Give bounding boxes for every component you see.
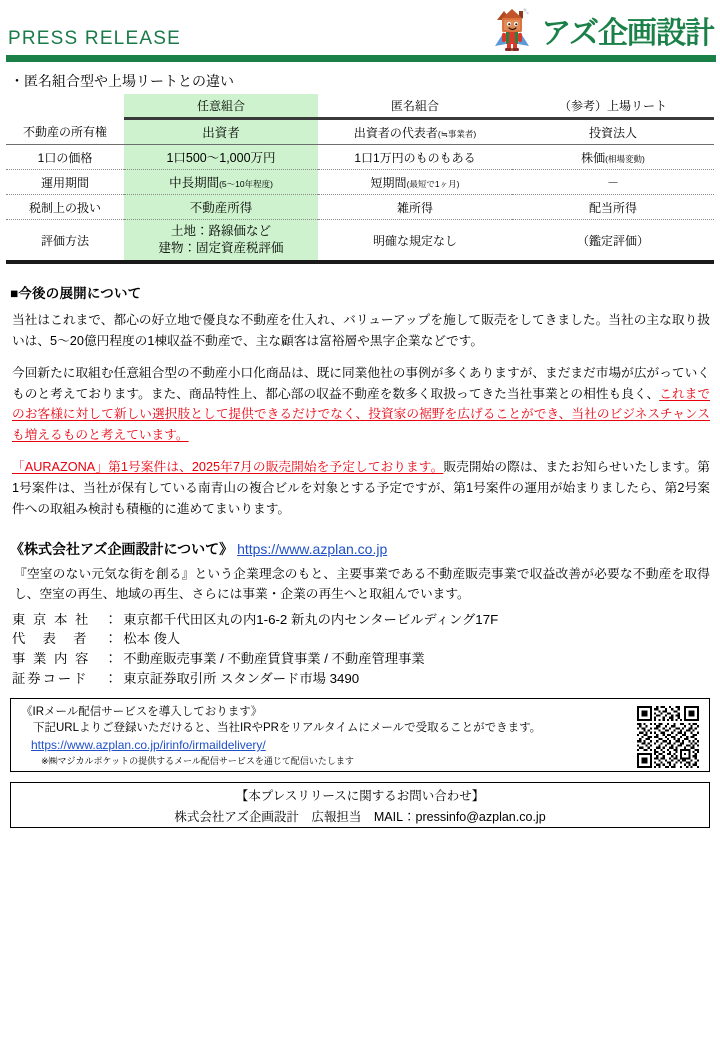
- cell-tokumei-term: [318, 170, 512, 195]
- paragraph-3-highlight: 「AURAZONA」第1号案件は、2025年7月の販売開始を予定しております。: [12, 460, 444, 475]
- company-description: 『空室のない元気な街を創る』という企業理念のもと、主要事業である不動産販売事業で収益改善が必要な不動産を取得し、空室の再生、地域の再生、さらには事業・企業の再生へと取組んでいます。: [14, 567, 710, 601]
- table-row: [6, 170, 714, 195]
- cell-nini-tax: 不動産所得: [124, 195, 318, 220]
- cell-reit-unit-price: [512, 145, 714, 170]
- cell-tokumei-valuation: 明確な規定なし: [318, 220, 512, 262]
- logo-wordmark: アズ企画設計: [541, 17, 714, 50]
- cell-subtext: (≒事業者): [437, 128, 477, 139]
- contact-details: 株式会社アズ企画設計 広報担当 MAIL：pressinfo@azplan.co.jp: [174, 809, 546, 824]
- ir-box-title: 《IRメール配信サービスを導入しております》: [21, 706, 263, 719]
- mascot-icon: [493, 6, 539, 52]
- page-title: PRESS RELEASE: [8, 28, 181, 49]
- company-details-list: [12, 610, 720, 689]
- company-website-link[interactable]: https://www.azplan.co.jp: [237, 541, 388, 558]
- company-detail-row: [12, 629, 720, 649]
- table-header-reit: （参考）上場リート: [512, 94, 714, 119]
- cell-tokumei-tax: 雑所得: [318, 195, 512, 220]
- page-header: [0, 0, 720, 62]
- contact-box: [10, 782, 710, 828]
- company-heading-text: 《株式会社アズ企画設計について》: [10, 541, 234, 558]
- cell-text: 中長期間: [169, 176, 220, 191]
- cell-text-line1: 土地：路線価など: [170, 224, 271, 239]
- detail-colon: ：: [104, 611, 118, 627]
- row-label-tax: 税制上の扱い: [6, 195, 124, 220]
- ir-mail-box: [10, 698, 710, 772]
- cell-nini-term: [124, 170, 318, 195]
- cell-text: 短期間: [370, 175, 407, 190]
- table-header-blank: [6, 94, 124, 119]
- company-detail-row: [12, 610, 720, 630]
- paragraph-2-black: 今回新たに取組む任意組合型の不動産小口化商品は、既に同業他社の事例が多くありますが、まだまだ市場が広がっていくものと考えております。また、商品特性上、都心部の収益不動産を数多く取扱ってきた当社事業との相性も良く、: [12, 366, 710, 401]
- company-detail-row: [12, 669, 720, 689]
- ir-box-note: ※㈱マジカルポケットの提供するメール配信サービスを通じて配信いたします: [41, 755, 354, 766]
- cell-text: 出資者の代表者: [353, 125, 438, 140]
- comparison-table-wrapper: [6, 94, 714, 264]
- cell-reit-term: －: [512, 170, 714, 195]
- outlook-paragraph-1: 当社はこれまで、都心の好立地で優良な不動産を仕入れ、バリューアップを施して販売をしてきました。当社の主な取り扱いは、5〜20億円程度の1棟収益不動産で、主な顧客は富裕層や黒字企業などです。: [12, 312, 710, 348]
- cell-subtext: (最短で1ヶ月): [406, 178, 460, 189]
- detail-label: 事 業 内 容: [12, 650, 91, 666]
- outlook-paragraph-3: [12, 457, 710, 519]
- cell-nini-ownership: 出資者: [124, 119, 318, 145]
- ir-registration-link[interactable]: https://www.azplan.co.jp/irinfo/irmaildelivery/: [31, 738, 266, 753]
- table-row: [6, 119, 714, 145]
- detail-colon: ：: [104, 650, 118, 666]
- detail-value: 東京証券取引所 スタンダード市場 3490: [123, 670, 360, 686]
- table-header-nini: 任意組合: [124, 94, 318, 119]
- cell-reit-ownership: 投資法人: [512, 119, 714, 145]
- cell-nini-unit-price: 1口500〜1,000万円: [124, 145, 318, 170]
- row-label-term: 運用期間: [6, 170, 124, 195]
- paragraph-3-black: 販売開始の際は、またお知らせいたします。第1号案件は、当社が保有している南青山の複合ビルを対象とする予定ですが、第1号案件の運用が始まりましたら、第2号案件への取組み検討も積極的に進めてまいります。: [12, 460, 710, 516]
- table-header-tokumei: 匿名組合: [318, 94, 512, 119]
- cell-tokumei-ownership: [318, 119, 512, 145]
- cell-text: 株価: [581, 150, 606, 165]
- detail-value: 東京都千代田区丸の内1-6-2 新丸の内センタービルディング17F: [123, 611, 499, 627]
- company-heading: [10, 539, 720, 559]
- comparison-table: [6, 94, 714, 264]
- cell-text-line2: 建物：固定資産税評価: [158, 241, 284, 256]
- cell-tokumei-unit-price: 1口1万円のものもある: [318, 145, 512, 170]
- table-row: [6, 195, 714, 220]
- section-bullet-title: ・匿名組合型や上場リートとの違い: [10, 73, 234, 89]
- cell-nini-valuation: [124, 220, 318, 262]
- row-label-unit-price: 1口の価格: [6, 145, 124, 170]
- outlook-paragraph-2: [12, 363, 710, 445]
- detail-label: 証券コード: [12, 670, 89, 686]
- row-label-valuation: 評価方法: [6, 220, 124, 262]
- detail-value: 松本 俊人: [123, 631, 181, 647]
- table-header-row: [6, 94, 714, 119]
- company-logo: [493, 6, 714, 52]
- company-detail-row: [12, 649, 720, 669]
- table-row: [6, 145, 714, 170]
- detail-value: 不動産販売事業 / 不動産賃貸事業 / 不動産管理事業: [123, 650, 425, 666]
- cell-subtext: (5〜10年程度): [219, 179, 273, 190]
- qr-code-icon: [637, 706, 699, 768]
- cell-reit-valuation: （鑑定評価）: [512, 220, 714, 262]
- paragraph-2-highlight: これまでのお客様に対して新しい選択肢として提供できるだけでなく、投資家の裾野を広げることができ、当社のビジネスチャンスも増えるものと考えています。: [12, 386, 711, 442]
- ir-box-description: 下記URLよりご登録いただけると、当社IRやPRをリアルタイムにメールで受取ることができます。: [33, 721, 542, 734]
- detail-colon: ：: [104, 670, 118, 686]
- cell-reit-tax: 配当所得: [512, 195, 714, 220]
- header-divider-bar: [6, 55, 716, 62]
- outlook-heading: ■今後の展開について: [10, 285, 142, 301]
- detail-label: 代 表 者: [12, 631, 89, 647]
- row-label-ownership: 不動産の所有権: [6, 119, 124, 145]
- detail-label: 東 京 本 社: [12, 611, 91, 627]
- contact-title: 【本プレスリリースに関するお問い合わせ】: [235, 788, 485, 803]
- cell-subtext: (相場変動): [605, 153, 645, 164]
- detail-colon: ：: [104, 631, 118, 647]
- table-row: [6, 220, 714, 262]
